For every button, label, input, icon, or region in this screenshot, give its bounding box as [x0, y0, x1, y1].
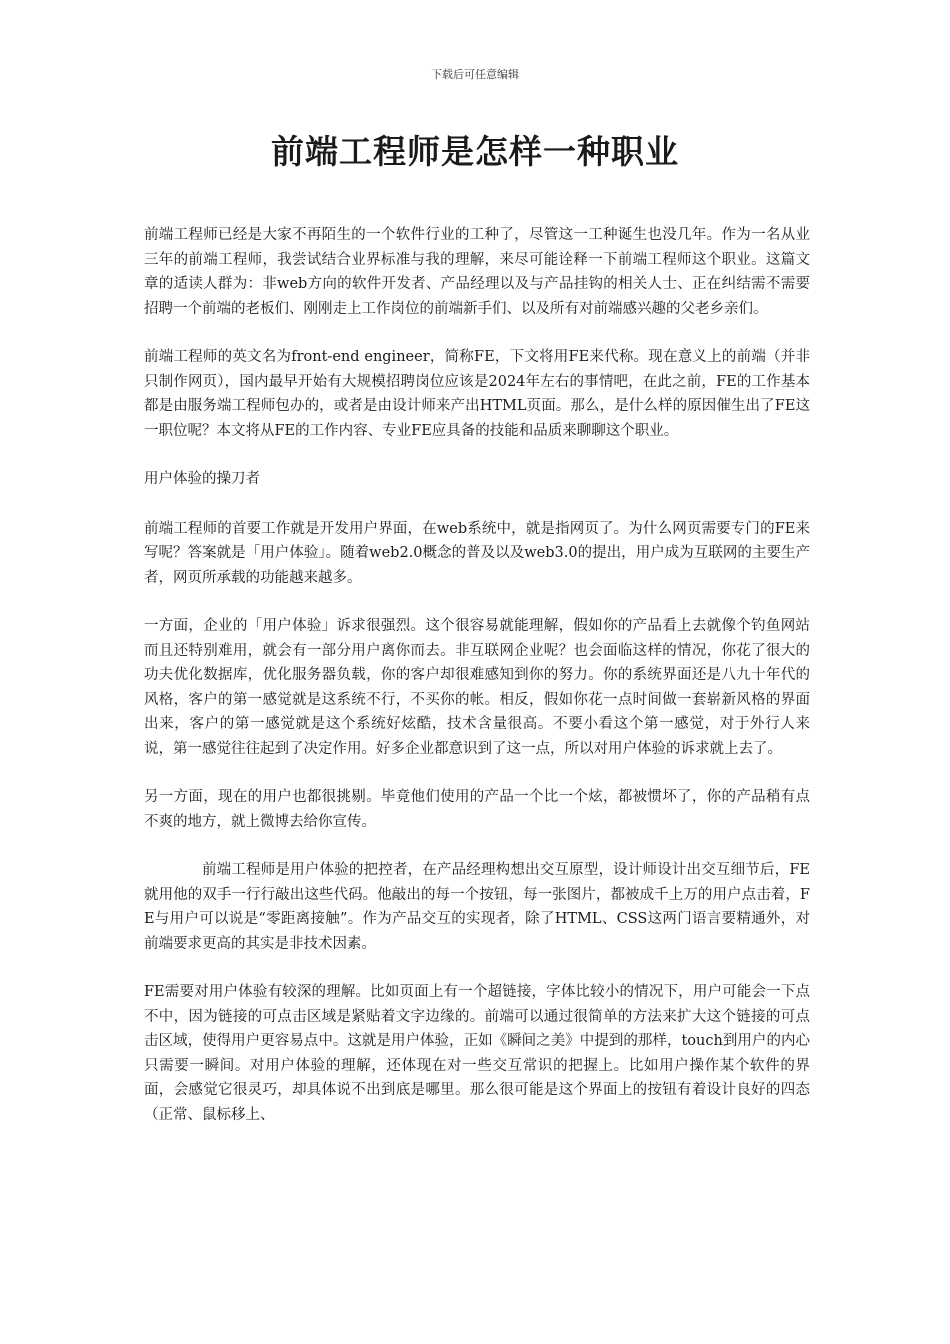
paragraph-intro: 前端工程师已经是大家不再陌生的一个软件行业的工种了，尽管这一工种诞生也没几年。作为一名从业三年的前端工程师，我尝试结合业界标准与我的理解，来尽可能诠释一下前端工程师这个职业。这篇文章的适读人群为：非web方向的软件开发者、产品经理以及与产品挂钩的相关人士、正在纠结需不需要招聘一个前端的老板们、刚刚走上工作岗位的前端新手们、以及所有对前端感兴趣的父老乡亲们。 [144, 227, 810, 317]
paragraph-controller: 前端工程师是用户体验的把控者，在产品经理构想出交互原型，设计师设计出交互细节后，FE就用他的双手一行行敲出这些代码。他敲出的每一个按钮，每一张图片，都被成千上万的用户点击着，FE与用户可以说是“零距离接触”。作为产品交互的实现者，除了HTML、CSS这两门语言要精通外，对前端要求更高的其实是非技术因素。 [144, 862, 810, 952]
paragraph-user-interface: 前端工程师的首要工作就是开发用户界面，在web系统中，就是指网页了。为什么网页需要专门的FE来写呢？答案就是「用户体验」。随着web2.0概念的普及以及web3.0的提出，用户成为互联网的主要生产者，网页所承载的功能越来越多。 [144, 520, 810, 586]
document-body [144, 223, 810, 1151]
paragraph-users: 另一方面，现在的用户也都很挑剔。毕竟他们使用的产品一个比一个炫，都被惯坏了，你的产品稍有点不爽的地方，就上微博去给你宣传。 [144, 789, 810, 830]
paragraph-enterprise: 一方面，企业的「用户体验」诉求很强烈。这个很容易就能理解，假如你的产品看上去就像个钓鱼网站而且还特别难用，就会有一部分用户离你而去。非互联网企业呢？也会面临这样的情况，你花了很大的功夫优化数据库，优化服务器负载，你的客户却很难感知到你的努力。你的系统界面还是八九十年代的风格，客户的第一感觉就是这系统不行，不买你的帐。相反，假如你花一点时间做一套崭新风格的界面出来，客户的第一感觉就是这个系统好炫酷，技术含量很高。不要小看这个第一感觉，对于外行人来说，第一感觉往往起到了决定作用。好多企业都意识到了这一点，所以对用户体验的诉求就上去了。 [144, 618, 810, 757]
header-note: 下载后可任意编辑 [431, 68, 519, 81]
paragraph-fe-definition: 前端工程师的英文名为front-end engineer，简称FE，下文将用FE来代称。现在意义上的前端（并非只制作网页），国内最早开始有大规模招聘岗位应该是2024年左右的事情吧，在此之前，FE的工作基本都是由服务端工程师包办的，或者是由设计师来产出HTML页面。那么，是什么样的原因催生出了FE这一职位呢？本文将从FE的工作内容、专业FE应具备的技能和品质来聊聊这个职业。 [144, 349, 810, 439]
document-title: 前端工程师是怎样一种职业 [271, 132, 679, 171]
section-heading: 用户体验的操刀者 [144, 471, 260, 487]
paragraph-ux-understanding: FE需要对用户体验有较深的理解。比如页面上有一个超链接，字体比较小的情况下，用户可能会一下点不中，因为链接的可点击区域是紧贴着文字边缘的。前端可以通过很简单的方法来扩大这个链接的可点击区域，使得用户更容易点中。这就是用户体验，正如《瞬间之美》中提到的那样，touch到用户的内心只需要一瞬间。对用户体验的理解，还体现在对一些交互常识的把握上。比如用户操作某个软件的界面，会感觉它很灵巧，却具体说不出到底是哪里。那么很可能是这个界面上的按钮有着设计良好的四态（正常、鼠标移上、 [144, 984, 810, 1123]
